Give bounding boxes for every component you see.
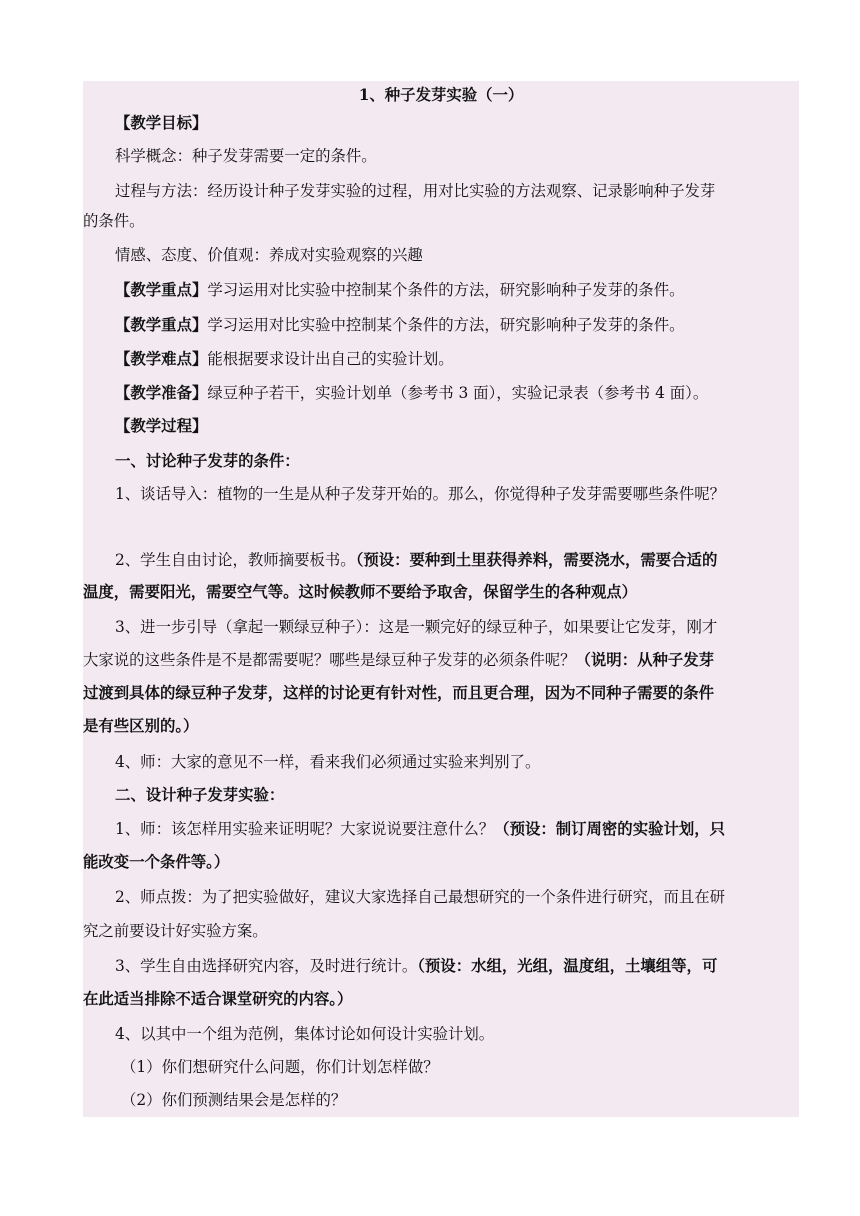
text-segment: 1、谈话导入：植物的一生是从种子发芽开始的。那么，你觉得种子发芽需要哪些条件呢？: [115, 485, 726, 503]
text-line: [83, 955, 799, 977]
bold-text-segment: 【教学目标】: [115, 114, 208, 132]
text-segment: 过程与方法：经历设计种子发芽实验的过程，用对比实验的方法观察、记录影响种子发芽: [115, 182, 716, 200]
bold-text-segment: 【教学准备】: [115, 384, 208, 402]
text-segment: 情感、态度、价值观：养成对实验观察的兴趣: [115, 246, 423, 264]
text-line: [83, 210, 799, 232]
page-title: 1、种子发芽实验（一）: [358, 86, 524, 104]
text-segment: 学习运用对比实验中控制某个条件的方法，研究影响种子发芽的条件。: [207, 281, 685, 299]
bold-text-segment: 温度，需要阳光，需要空气等。这时候教师不要给予取舍，保留学生的各种观点）: [83, 583, 638, 601]
bold-text-segment: （预设：制订周密的实验计划，只: [494, 820, 726, 838]
text-segment: 大家说的这些条件是不是都需要呢？哪些是绿豆种子发芽的必须条件呢？: [83, 651, 576, 669]
text-line: [83, 279, 799, 301]
text-segment: 科学概念：种子发芽需要一定的条件。: [115, 147, 377, 165]
text-line: [83, 145, 799, 167]
text-segment: 2、学生自由讨论，教师摘要板书。: [115, 551, 356, 569]
bold-text-segment: 能改变一个条件等。）: [83, 853, 230, 871]
text-segment: 4、以其中一个组为范例，集体讨论如何设计实验计划。: [115, 1025, 495, 1043]
text-line: [83, 314, 799, 336]
text-segment: 1、师：该怎样用实验来证明呢？大家说说要注意什么？: [115, 820, 495, 838]
text-line: [83, 616, 799, 638]
text-line: [83, 1056, 799, 1078]
bold-text-segment: （说明：从种子发芽: [575, 651, 715, 669]
bold-text-segment: 是有些区别的。）: [83, 717, 199, 735]
bold-text-segment: 【教学过程】: [115, 417, 208, 435]
text-line: [83, 988, 799, 1010]
text-segment: 2、师点拨：为了把实验做好，建议大家选择自己最想研究的一个条件进行研究，而且在研: [115, 888, 726, 906]
text-line: [83, 715, 799, 737]
bold-text-segment: 过渡到具体的绿豆种子发芽，这样的讨论更有针对性，而且更合理，因为不同种子需要的条件: [83, 684, 715, 702]
bold-text-segment: 二、设计种子发芽实验：: [115, 786, 285, 804]
bold-text-segment: 【教学重点】: [115, 316, 208, 334]
text-line: [83, 751, 799, 773]
text-segment: （1）你们想研究什么问题，你们计划怎样做？: [121, 1058, 439, 1076]
text-line: [83, 244, 799, 266]
text-segment: 学习运用对比实验中控制某个条件的方法，研究影响种子发芽的条件。: [207, 316, 685, 334]
text-segment: 究之前要设计好实验方案。: [83, 922, 268, 940]
text-line: [83, 483, 799, 505]
bold-text-segment: （预设：要种到土里获得养料，需要浇水，需要合适的: [355, 551, 718, 569]
text-line: [83, 581, 799, 603]
text-line: [83, 818, 799, 840]
bold-text-segment: 【教学难点】: [115, 350, 208, 368]
text-segment: 4、师：大家的意见不一样，看来我们必须通过实验来判别了。: [115, 753, 541, 771]
text-line: [83, 415, 799, 437]
text-line: [83, 1023, 799, 1045]
text-line: [83, 682, 799, 704]
text-segment: （2）你们预测结果会是怎样的？: [121, 1091, 347, 1109]
bold-text-segment: 【教学重点】: [115, 281, 208, 299]
text-line: [83, 1089, 799, 1111]
text-line: [83, 649, 799, 671]
text-segment: 3、学生自由选择研究内容，及时进行统计。: [115, 957, 418, 975]
text-line: [83, 382, 799, 404]
bold-text-segment: （预设：水组，光组，温度组，土壤组等，可: [417, 957, 718, 975]
text-line: [83, 549, 799, 571]
text-line: [83, 886, 799, 908]
text-segment: 能根据要求设计出自己的实验计划。: [207, 350, 454, 368]
text-line: [83, 180, 799, 202]
bold-text-segment: 在此适当排除不适合课堂研究的内容。）: [83, 990, 353, 1008]
text-segment: 的条件。: [83, 212, 145, 230]
text-segment: 绿豆种子若干，实验计划单（参考书 3 面），实验记录表（参考书 4 面）。: [207, 384, 709, 402]
text-line: [83, 851, 799, 873]
text-segment: 3、进一步引导（拿起一颗绿豆种子）：这是一颗完好的绿豆种子，如果要让它发芽，刚才: [115, 618, 718, 636]
text-line: [83, 784, 799, 806]
bold-text-segment: 一、讨论种子发芽的条件：: [115, 452, 300, 470]
text-line: [83, 348, 799, 370]
text-line: [83, 450, 799, 472]
text-line: [83, 112, 799, 134]
text-line: [83, 920, 799, 942]
